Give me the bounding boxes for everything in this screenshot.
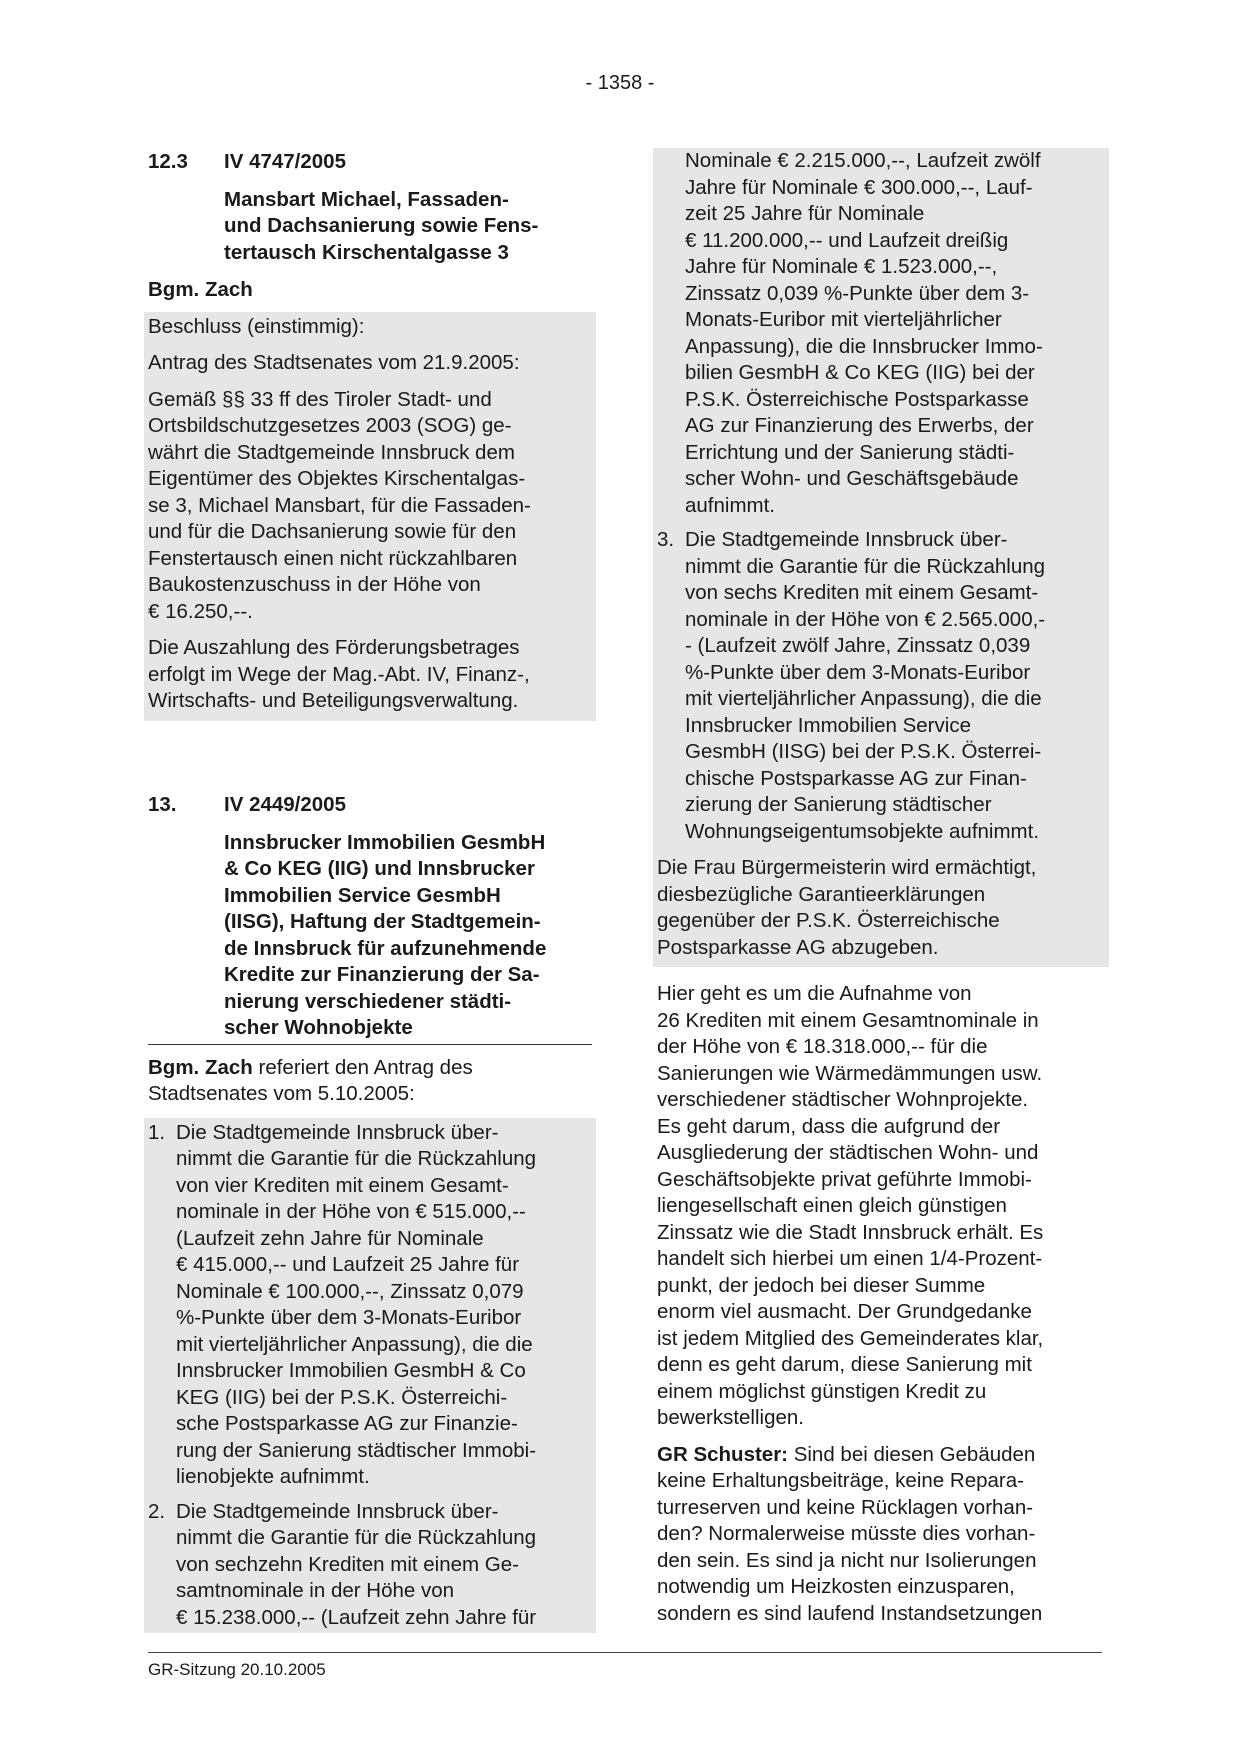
list-item-continued <box>657 148 1105 519</box>
resolution-list-continued <box>653 148 1109 967</box>
text-line: den? Normalerweise müsste dies vorhan- <box>657 1522 1036 1545</box>
title-line: de Innsbruck für aufzunehmende <box>224 936 547 960</box>
text-line: mit vierteljährlicher Anpassung), die die <box>685 687 1042 710</box>
title-line: & Co KEG (IIG) und Innsbrucker <box>224 857 535 880</box>
text-line: Es geht darum, dass die aufgrund der <box>657 1114 1001 1138</box>
right-column <box>657 148 1105 1627</box>
resolution-list <box>144 1118 596 1634</box>
text-line: turreserven und keine Rücklagen vorhan- <box>657 1495 1034 1519</box>
discussion-paragraph <box>657 981 1105 1432</box>
title-line: scher Wohnobjekte <box>224 1016 413 1039</box>
text-line: Die Stadtgemeinde Innsbruck über- <box>176 1499 499 1523</box>
section-title <box>224 187 592 267</box>
text-line: Gemäß §§ 33 ff des Tiroler Stadt- und <box>148 387 492 411</box>
text-line: 26 Krediten mit einem Gesamtnominale in <box>657 1008 1039 1032</box>
text-line: rung der Sanierung städtischer Immobi- <box>176 1438 537 1462</box>
text-line: Innsbrucker Immobilien Service <box>685 713 971 737</box>
section-number: 12.3 <box>148 150 188 173</box>
text-line: bewerkstelligen. <box>657 1406 804 1429</box>
text-line: Geschäftsobjekte privat geführte Immobi- <box>657 1167 1032 1191</box>
section-13-heading <box>148 792 592 819</box>
text-line <box>148 1055 592 1082</box>
title-line: tertausch Kirschentalgasse 3 <box>224 240 509 264</box>
left-column <box>148 149 592 721</box>
page-number: - 1358 - <box>585 72 655 94</box>
beschluss: Beschluss (einstimmig): <box>148 314 365 338</box>
section-reference: IV 2449/2005 <box>224 793 346 816</box>
text-line: punkt, der jedoch bei dieser Summe <box>657 1273 986 1297</box>
text-line: notwendig um Heizkosten einzusparen, <box>657 1575 1015 1598</box>
title-line: und Dachsanierung sowie Fens- <box>224 214 539 237</box>
text-line: enorm viel ausmacht. Der Grundgedanke <box>657 1300 1032 1323</box>
text-line: Nominale € 2.215.000,--, Laufzeit zwölf <box>685 149 1041 172</box>
text-line: lienobjekte aufnimmt. <box>176 1465 370 1488</box>
text-line: KEG (IIG) bei der P.S.K. Österreichi- <box>176 1385 508 1409</box>
text-line: aufnimmt. <box>685 493 775 517</box>
text-line: denn es geht darum, diese Sanierung mit <box>657 1353 1032 1376</box>
text-line: Hier geht es um die Aufnahme von <box>657 982 972 1005</box>
text-line: währt die Stadtgemeinde Innsbruck dem <box>148 440 515 464</box>
text-line: - (Laufzeit zwölf Jahre, Zinssatz 0,039 <box>685 634 1031 657</box>
text-line: Monats-Euribor mit vierteljährlicher <box>685 308 1002 331</box>
title-line: Mansbart Michael, Fassaden- <box>224 187 509 211</box>
text-line: erfolgt im Wege der Mag.-Abt. IV, Finanz-, <box>148 662 530 686</box>
title-line: Innsbrucker Immobilien GesmbH <box>224 830 546 854</box>
text-line: Ausgliederung der städtischen Wohn- und <box>657 1141 1039 1164</box>
text-line: GesmbH (IISG) bei der P.S.K. Österrei- <box>685 740 1042 763</box>
text-line: und für die Dachsanierung sowie für den <box>148 520 517 543</box>
section-reference: IV 4747/2005 <box>224 150 346 173</box>
text-line: nominale in der Höhe von € 515.000,-- <box>176 1200 526 1223</box>
text-line: Zinssatz wie die Stadt Innsbruck erhält. Es <box>657 1220 1044 1244</box>
text-line: der Höhe von € 18.318.000,-- für die <box>657 1035 988 1058</box>
text-line: von vier Krediten mit einem Gesamt- <box>176 1173 509 1197</box>
text-line: Die Stadtgemeinde Innsbruck über- <box>685 528 1008 551</box>
text-line: € 16.250,--. <box>148 599 253 623</box>
text-line: von sechs Krediten mit einem Gesamt- <box>685 581 1039 604</box>
text-line: Postsparkasse AG abzugeben. <box>657 935 939 959</box>
text-line: scher Wohn- und Geschäftsgebäude <box>685 467 1019 490</box>
text-line: sondern es sind laufend Instandsetzungen <box>657 1601 1043 1625</box>
text-line: € 11.200.000,-- und Laufzeit dreißig <box>685 228 1009 252</box>
list-text <box>685 527 1105 845</box>
text-line: Errichtung und der Sanierung städti- <box>685 440 1015 464</box>
section-12-3-heading <box>148 149 592 176</box>
footer-divider <box>148 1652 1102 1653</box>
footer-session-date: GR-Sitzung 20.10.2005 <box>148 1660 326 1679</box>
schuster-statement <box>657 1442 1105 1628</box>
text-line: Sanierungen wie Wärmedämmungen usw. <box>657 1061 1043 1085</box>
antrag: Antrag des Stadtsenates vom 21.9.2005: <box>148 351 520 374</box>
text-line: einem möglichst günstigen Kredit zu <box>657 1379 987 1403</box>
title-line: (IISG), Haftung der Stadtgemein- <box>224 910 541 933</box>
text-line: %-Punkte über dem 3-Monats-Euribor <box>176 1306 522 1329</box>
text-line: handelt sich hierbei um einen 1/4-Prozent- <box>657 1247 1043 1270</box>
text-line: Fenstertausch einen nicht rückzahlbaren <box>148 546 518 570</box>
text-line: P.S.K. Österreichische Postsparkasse <box>685 387 1029 411</box>
text-line: (Laufzeit zehn Jahre für Nominale <box>176 1226 484 1250</box>
text-line: gegenüber der P.S.K. Österreichische <box>657 909 1000 932</box>
section-title <box>148 830 592 1045</box>
text-line: Wirtschafts- und Beteiligungsverwaltung. <box>148 689 519 712</box>
text-line: nominale in der Höhe von € 2.565.000,- <box>685 607 1046 631</box>
text-line: von sechzehn Krediten mit einem Ge- <box>176 1552 519 1576</box>
text-line: Nominale € 100.000,--, Zinssatz 0,079 <box>176 1279 524 1303</box>
text-line: mit vierteljährlicher Anpassung), die die <box>176 1332 533 1356</box>
list-item <box>657 527 1105 845</box>
text-line: Ortsbildschutzgesetzes 2003 (SOG) ge- <box>148 414 512 437</box>
text-line: liengesellschaft einen gleich günstigen <box>657 1194 1007 1217</box>
text-line: diesbezügliche Garantieerklärungen <box>657 882 986 906</box>
text-line: Eigentümer des Objektes Kirschentalgas- <box>148 467 526 490</box>
text-line: AG zur Finanzierung des Erwerbs, der <box>685 414 1034 437</box>
resolution-body <box>148 387 592 626</box>
text-line: nimmt die Garantie für die Rückzahlung <box>176 1526 537 1549</box>
text-line: nimmt die Garantie für die Rückzahlung <box>685 554 1046 578</box>
text-line: den sein. Es sind ja nicht nur Isolierungen <box>657 1548 1037 1572</box>
list-number: 3. <box>657 528 675 551</box>
intro <box>148 1055 592 1108</box>
text-line <box>657 1442 1105 1469</box>
text-line: Stadtsenates vom 5.10.2005: <box>148 1082 415 1105</box>
text-line: keine Erhaltungsbeiträge, keine Repara- <box>657 1469 1024 1492</box>
text-line: verschiedener städtischer Wohnprojekte. <box>657 1088 1029 1111</box>
payment-note <box>148 635 592 715</box>
resolution-box <box>144 312 596 721</box>
section-number: 13. <box>148 793 177 816</box>
list-item <box>148 1120 592 1491</box>
text-line: Anpassung), die die Innsbrucker Immo- <box>685 334 1043 358</box>
list-text <box>176 1120 592 1491</box>
text-line: Die Frau Bürgermeisterin wird ermächtigt, <box>657 856 1037 879</box>
text-line: nimmt die Garantie für die Rückzahlung <box>176 1147 537 1170</box>
text-line: zeit 25 Jahre für Nominale <box>685 202 925 225</box>
title-line: Immobilien Service GesmbH <box>224 883 501 907</box>
text-line: chische Postsparkasse AG zur Finan- <box>685 766 1027 790</box>
intro-text: referiert den Antrag des <box>252 1055 473 1079</box>
speaker: Bgm. Zach <box>148 1055 253 1079</box>
text-line: Die Stadtgemeinde Innsbruck über- <box>176 1120 499 1144</box>
text-line: sche Postsparkasse AG zur Finanzie- <box>176 1412 518 1435</box>
text-line: samtnominale in der Höhe von <box>176 1579 455 1602</box>
speaker: GR Schuster: <box>657 1442 788 1466</box>
text-line: bilien GesmbH & Co KEG (IIG) bei der <box>685 361 1035 384</box>
text-line: Baukostenzuschuss in der Höhe von <box>148 573 481 596</box>
list-text <box>176 1499 592 1632</box>
text-line: Jahre für Nominale € 300.000,--, Lauf- <box>685 175 1033 199</box>
title-line: Kredite zur Finanzierung der Sa- <box>224 963 540 986</box>
list-item <box>148 1499 592 1632</box>
text-line: ist jedem Mitglied des Gemeinderates klar, <box>657 1326 1044 1350</box>
text-line: se 3, Michael Mansbart, für die Fassaden- <box>148 493 531 517</box>
speaker: Bgm. Zach <box>148 278 253 301</box>
text-line: Jahre für Nominale € 1.523.000,--, <box>685 255 998 278</box>
authorization-note <box>657 855 1105 961</box>
text-line: € 415.000,-- und Laufzeit 25 Jahre für <box>176 1253 520 1276</box>
statement-text: Sind bei diesen Gebäuden <box>788 1442 1036 1466</box>
text-line: Innsbrucker Immobilien GesmbH & Co <box>176 1359 526 1382</box>
text-line: Wohnungseigentumsobjekte aufnimmt. <box>685 819 1040 843</box>
section-12-3 <box>148 149 592 721</box>
list-number: 1. <box>148 1120 166 1144</box>
list-number: 2. <box>148 1499 166 1523</box>
text-line: zierung der Sanierung städtischer <box>685 793 992 816</box>
text-line: Die Auszahlung des Förderungsbetrages <box>148 636 520 659</box>
text-line: %-Punkte über dem 3-Monats-Euribor <box>685 660 1031 684</box>
text-line: € 15.238.000,-- (Laufzeit zehn Jahre für <box>176 1605 537 1629</box>
text-line: Zinssatz 0,039 %-Punkte über dem 3- <box>685 281 1030 305</box>
section-13 <box>148 792 592 1633</box>
title-line: nierung verschiedener städti- <box>224 989 512 1013</box>
